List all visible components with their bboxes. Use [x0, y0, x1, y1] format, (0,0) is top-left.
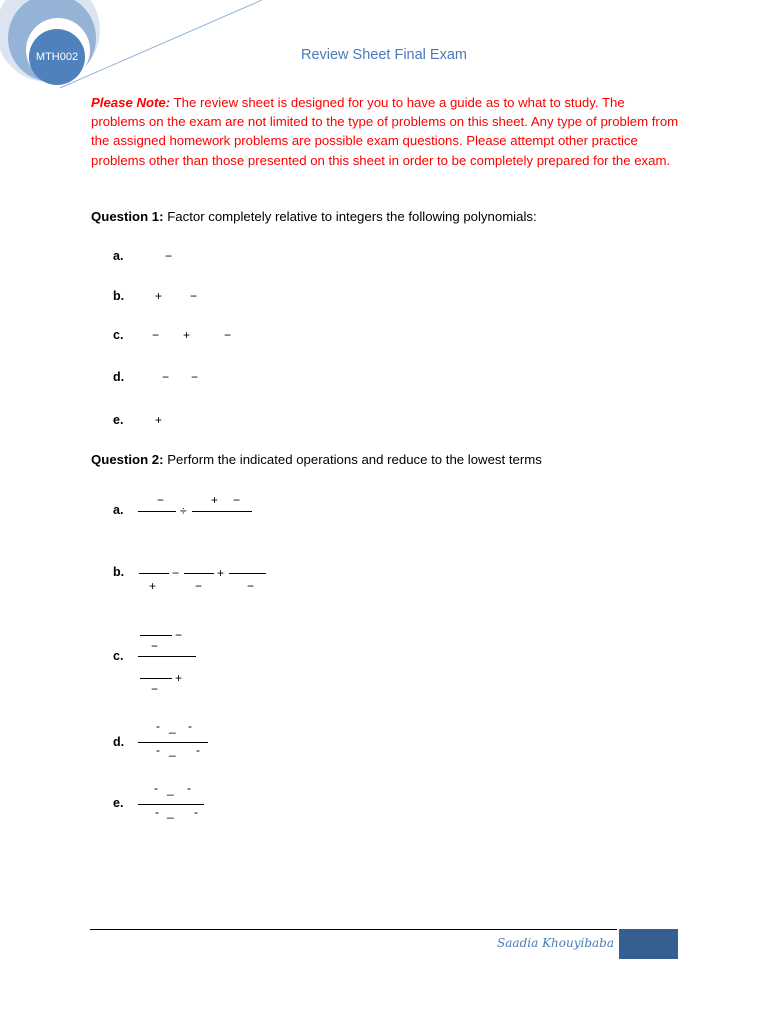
q2-e-dash: - [155, 805, 159, 819]
q2-e-underscore: _ [167, 805, 174, 819]
q2-e-dash: - [154, 781, 158, 795]
q2-b-minus: − [247, 579, 255, 593]
q2-e-underscore: _ [167, 782, 174, 796]
q1-item-d-op: − [162, 370, 170, 384]
q2-item-d-label: d. [113, 735, 125, 749]
q1-item-d-op: − [191, 370, 199, 384]
q2-b-plus: + [149, 579, 157, 593]
fraction-bar [192, 511, 252, 512]
q2-a-minus: − [233, 493, 241, 507]
q2-a-divide: ÷ [180, 504, 187, 518]
q2-e-dash: - [194, 805, 198, 819]
fraction-bar [139, 573, 169, 574]
review-note [91, 93, 681, 170]
q1-item-c-op: − [224, 328, 232, 342]
fraction-bar [140, 635, 172, 636]
q1-item-b-label: b. [113, 289, 125, 303]
footer-color-block [619, 929, 678, 959]
course-code-badge: MTH002 [35, 51, 79, 63]
fraction-bar [138, 511, 176, 512]
note-text: The review sheet is designed for you to have a guide as to what to study. The problems on the exam are not limited to the type of problems on this sheet. Any type of problem from the assigned homework problems are possible exam questions. Please attempt other practice problems other than those presented on this sheet in order to be completely prepared for the exam. [91, 95, 679, 168]
q2-c-minus: − [151, 639, 159, 653]
q2-b-minus: − [172, 566, 180, 580]
fraction-bar [229, 573, 266, 574]
q2-item-e-label: e. [113, 796, 124, 810]
q2-item-b-label: b. [113, 565, 125, 579]
q1-item-a-label: a. [113, 249, 124, 263]
fraction-bar [184, 573, 214, 574]
q2-d-dash: - [156, 743, 160, 757]
q1-item-c-op: + [183, 328, 191, 342]
note-lead: Please Note: [91, 95, 171, 110]
q1-item-d-label: d. [113, 370, 125, 384]
q2-b-minus: − [195, 579, 203, 593]
q2-d-dash: - [196, 743, 200, 757]
author-signature: Saadia Khouyibaba [497, 936, 614, 950]
q1-item-e-op: + [155, 413, 163, 427]
q2-a-minus: − [157, 493, 165, 507]
q2-item-c-label: c. [113, 649, 124, 663]
question-1-text: Factor completely relative to integers the following polynomials: [163, 209, 537, 224]
q2-d-underscore: _ [169, 720, 176, 734]
fraction-bar [138, 656, 196, 657]
q2-a-plus: + [211, 493, 219, 507]
q1-item-a-op: − [165, 249, 173, 263]
question-2 [91, 452, 542, 467]
fraction-bar [140, 678, 172, 679]
q2-c-minus: − [151, 682, 159, 696]
q1-item-b-op: − [190, 289, 198, 303]
q2-e-dash: - [187, 781, 191, 795]
q1-item-b-op: + [155, 289, 163, 303]
q2-d-dash: - [156, 719, 160, 733]
q2-item-a-label: a. [113, 503, 124, 517]
q1-item-c-label: c. [113, 328, 124, 342]
question-2-label: Question 2: [91, 452, 164, 467]
question-2-text: Perform the indicated operations and reduce to the lowest terms [163, 452, 542, 467]
question-1-label: Question 1: [91, 209, 164, 224]
q2-c-plus: + [175, 671, 183, 685]
document-title: Review Sheet Final Exam [300, 47, 467, 63]
q1-item-c-op: − [152, 328, 160, 342]
q2-c-minus: − [175, 628, 183, 642]
question-1 [91, 209, 537, 224]
footer-rule [90, 929, 617, 930]
q2-b-plus: + [217, 566, 225, 580]
q2-d-underscore: _ [169, 743, 176, 757]
q1-item-e-label: e. [113, 413, 124, 427]
q2-d-dash: - [188, 719, 192, 733]
